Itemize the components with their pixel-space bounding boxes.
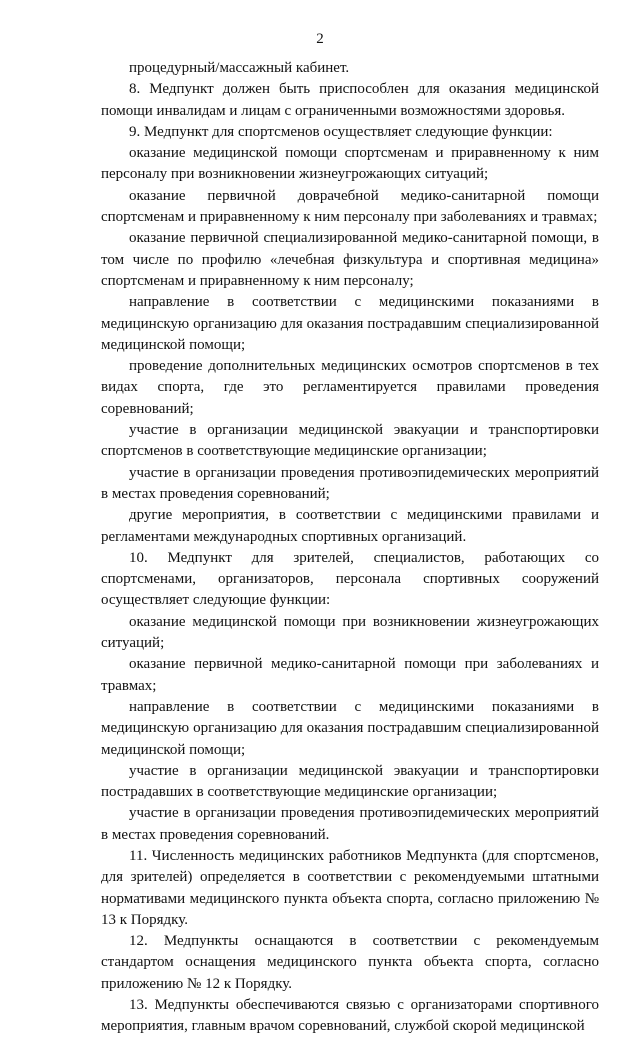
paragraph: оказание медицинской помощи спортсменам и приравненному к ним персоналу при возникновении жизнеугрожающих ситуаций;	[101, 145, 599, 183]
paragraph: участие в организации проведения противоэпидемических мероприятий в местах проведения соревнований.	[101, 805, 599, 843]
paragraph: участие в организации медицинской эвакуации и транспортировки пострадавших в соответствующие медицинские организации;	[101, 762, 599, 801]
paragraph: 10. Медпункт для зрителей, специалистов, работающих со спортсменами, организаторов, персонала спортивных сооружений осуществляет следующие функции:	[101, 549, 599, 609]
paragraph: оказание первичной специализированной медико-санитарной помощи, в том числе по профилю «лечебная физкультура и спортивная медицина» спортсменам и приравненному к ним персоналу;	[101, 230, 599, 289]
paragraph: 13. Медпункты обеспечиваются связью с организаторами спортивного мероприятия, главным врачом соревнований, службой скорой медицинской	[101, 997, 599, 1035]
paragraph: проведение дополнительных медицинских осмотров спортсменов в тех видах спорта, где это регламентируется правилами проведения соревнований;	[101, 358, 599, 417]
paragraph: оказание первичной медико-санитарной помощи при заболеваниях и травмах;	[101, 656, 599, 694]
document-body	[101, 58, 599, 1038]
paragraph: процедурный/массажный кабинет.	[129, 60, 350, 76]
paragraph: 8. Медпункт должен быть приспособлен для оказания медицинской помощи инвалидам и лицам с ограниченными возможностями здоровья.	[101, 81, 599, 119]
paragraph: 11. Численность медицинских работников Медпункта (для спортсменов, для зрителей) определяется в соответствии с рекомендуемыми штатными нормативами медицинского пункта объекта спорта, согласно приложению № 13 к Порядку.	[101, 847, 599, 928]
paragraph: 12. Медпункты оснащаются в соответствии с рекомендуемым стандартом оснащения медицинского пункта объекта спорта, согласно приложению № 12 к Порядку.	[101, 933, 599, 992]
paragraph: участие в организации медицинской эвакуации и транспортировки спортсменов в соответствующие медицинские организации;	[101, 422, 599, 460]
paragraph: направление в соответствии с медицинскими показаниями в медицинскую организацию для оказания пострадавшим специализированной медицинской помощи;	[101, 294, 599, 353]
paragraph: 9. Медпункт для спортсменов осуществляет следующие функции:	[129, 123, 553, 140]
paragraph: направление в соответствии с медицинскими показаниями в медицинскую организацию для оказания пострадавшим специализированной медицинской помощи;	[101, 698, 599, 758]
paragraph: другие мероприятия, в соответствии с медицинскими правилами и регламентами международных спортивных организаций.	[101, 507, 599, 545]
paragraph: оказание медицинской помощи при возникновении жизнеугрожающих ситуаций;	[101, 613, 599, 652]
paragraph: оказание первичной доврачебной медико-санитарной помощи спортсменам и приравненному к ним персоналу при заболеваниях и травмах;	[101, 187, 599, 226]
page-number: 2	[316, 31, 324, 47]
paragraph: участие в организации проведения противоэпидемических мероприятий в местах проведения соревнований;	[101, 464, 599, 502]
